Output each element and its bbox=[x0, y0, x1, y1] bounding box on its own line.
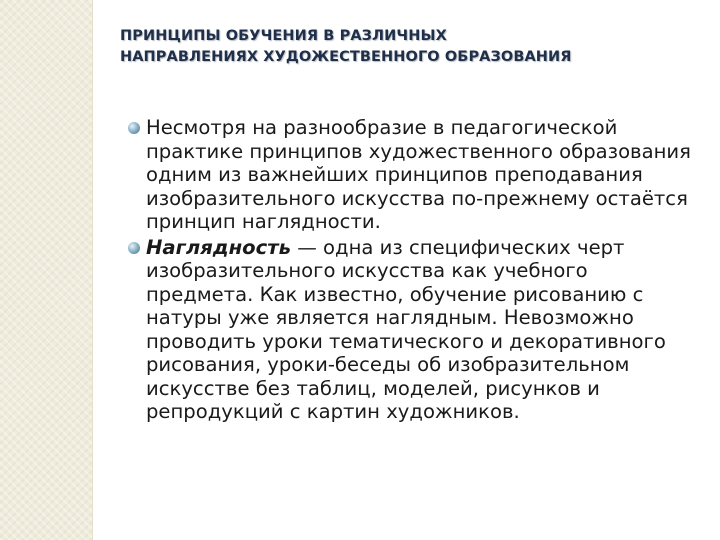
bullet-text: — одна из специфических черт изобразительного искусства как учебного предмета. Как известно, обучение рисованию с натуры уже является наглядным. Невозможно проводить уроки тематического и декоративного рисования, уроки-беседы об изобразительном искусстве без таблиц, моделей, рисунков и репродукций с картин художников. bbox=[146, 235, 666, 423]
bullet-text: Несмотря на разнообразие в педагогической практике принципов художественного образования одним из важнейших принципов преподавания изобразительного искусства по-прежнему остаётся принцип наглядности. bbox=[146, 116, 691, 233]
bullet-list bbox=[128, 116, 700, 426]
bullet-term: Наглядность bbox=[146, 235, 291, 259]
bullet-item-1 bbox=[128, 116, 700, 234]
decorative-side-panel bbox=[0, 0, 92, 540]
side-divider bbox=[92, 0, 93, 540]
bullet-icon bbox=[128, 242, 140, 254]
slide-title-line-2: НАПРАВЛЕНИЯХ ХУДОЖЕСТВЕННОГО ОБРАЗОВАНИЯ bbox=[120, 49, 572, 65]
slide-title-line-1: ПРИНЦИПЫ ОБУЧЕНИЯ В РАЗЛИЧНЫХ bbox=[120, 28, 447, 44]
bullet-icon bbox=[128, 122, 140, 134]
slide-title bbox=[120, 26, 700, 68]
bullet-item-2 bbox=[128, 236, 700, 424]
